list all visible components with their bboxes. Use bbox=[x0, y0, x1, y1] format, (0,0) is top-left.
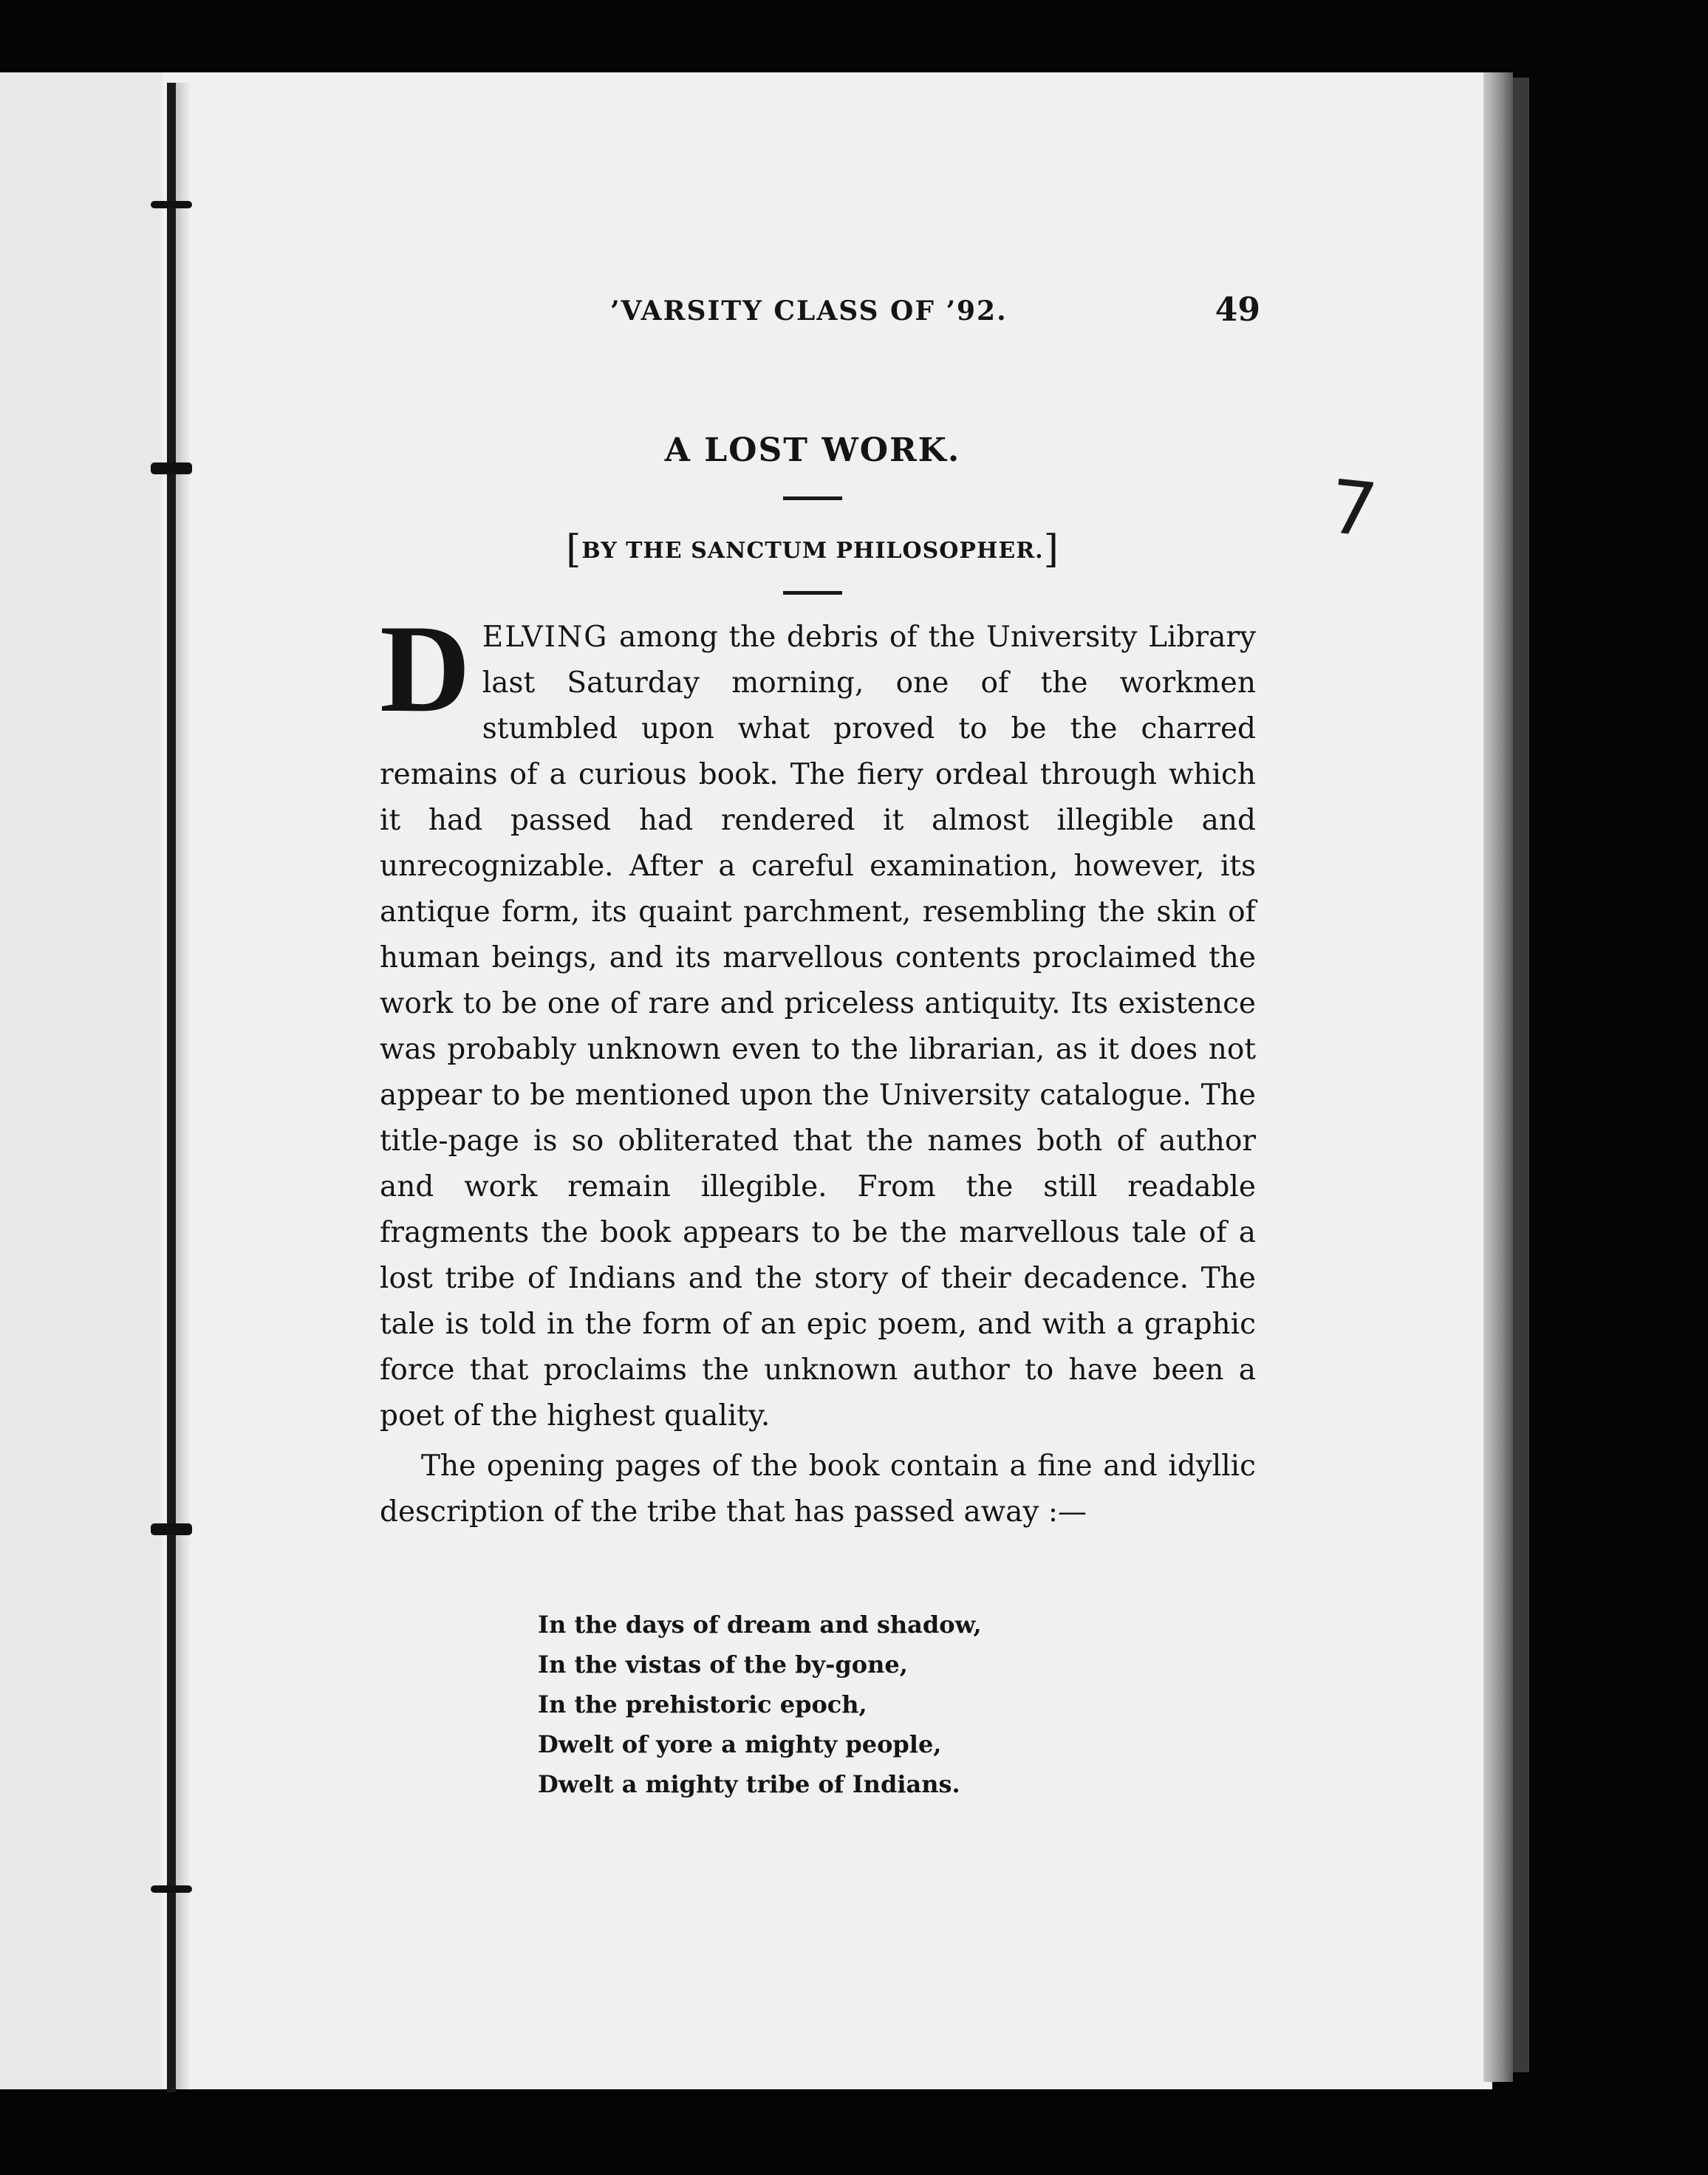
page-fore-edge bbox=[1483, 72, 1513, 2082]
paragraph-2: The opening pages of the book contain a fine and idyllic description of the tribe that has passed away :— bbox=[380, 1450, 1256, 1529]
byline-text: BY THE SANCTUM PHILOSOPHER. bbox=[581, 538, 1044, 564]
poem-line: In the vistas of the by-gone, bbox=[538, 1650, 908, 1679]
facing-page-edge bbox=[0, 72, 163, 2089]
poem-line: In the days of dream and shadow, bbox=[538, 1611, 982, 1639]
binding-stitch bbox=[151, 201, 192, 208]
byline-open-bracket: [ bbox=[566, 527, 582, 572]
byline-close-bracket: ] bbox=[1043, 527, 1059, 572]
running-head: ’VARSITY CLASS OF ’92. bbox=[610, 296, 1008, 327]
paragraph-1 bbox=[380, 599, 1256, 1439]
article-body bbox=[380, 599, 1256, 1535]
poem-line: Dwelt a mighty tribe of Indians. bbox=[538, 1770, 960, 1798]
page-header bbox=[610, 291, 1260, 340]
poem-line: In the prehistoric epoch, bbox=[538, 1690, 867, 1718]
article-byline bbox=[384, 527, 1241, 572]
paragraph-1-text: among the debris of the University Library last Saturday morning, one of the workmen stumbled upon what proved to be the charred remains of a curious book. The fiery ordeal through which it had passed had rendered it almost illegible and unrecognizable. After a careful examination, however, its antique form, its quaint parchment, resembling the skin of human beings, and its marvellous contents proclaimed the work to be one of rare and priceless antiquity. Its existence was probably unknown even to the librarian, as it does not appear to be mentioned upon the University catalogue. The title-page is so obliterated that the names both of author and work remain illegible. From the still readable fragments the book appears to be the marvellous tale of a lost tribe of Indians and the story of their decadence. The tale is told in the form of an epic poem, and with a graphic force that proclaims the unknown author to have been a poet of the highest quality. bbox=[380, 621, 1256, 1433]
binding-stitch bbox=[151, 462, 192, 474]
handwritten-margin-note: 7 bbox=[1325, 462, 1381, 555]
lead-word: ELVING bbox=[482, 621, 609, 654]
gutter-shadow bbox=[176, 83, 191, 2092]
article-title: A LOST WORK. bbox=[664, 431, 961, 469]
drop-cap: D bbox=[380, 599, 471, 738]
page-edge-shadow bbox=[1513, 78, 1529, 2072]
binding-stitch bbox=[151, 1885, 192, 1893]
byline-rule bbox=[783, 591, 842, 595]
book-binding-gutter bbox=[167, 83, 176, 2092]
binding-stitch bbox=[151, 1523, 192, 1535]
poem-line: Dwelt of yore a mighty people, bbox=[538, 1730, 942, 1758]
page-number: 49 bbox=[1215, 291, 1260, 329]
poem-excerpt bbox=[538, 1605, 1055, 1804]
title-rule bbox=[783, 496, 842, 500]
